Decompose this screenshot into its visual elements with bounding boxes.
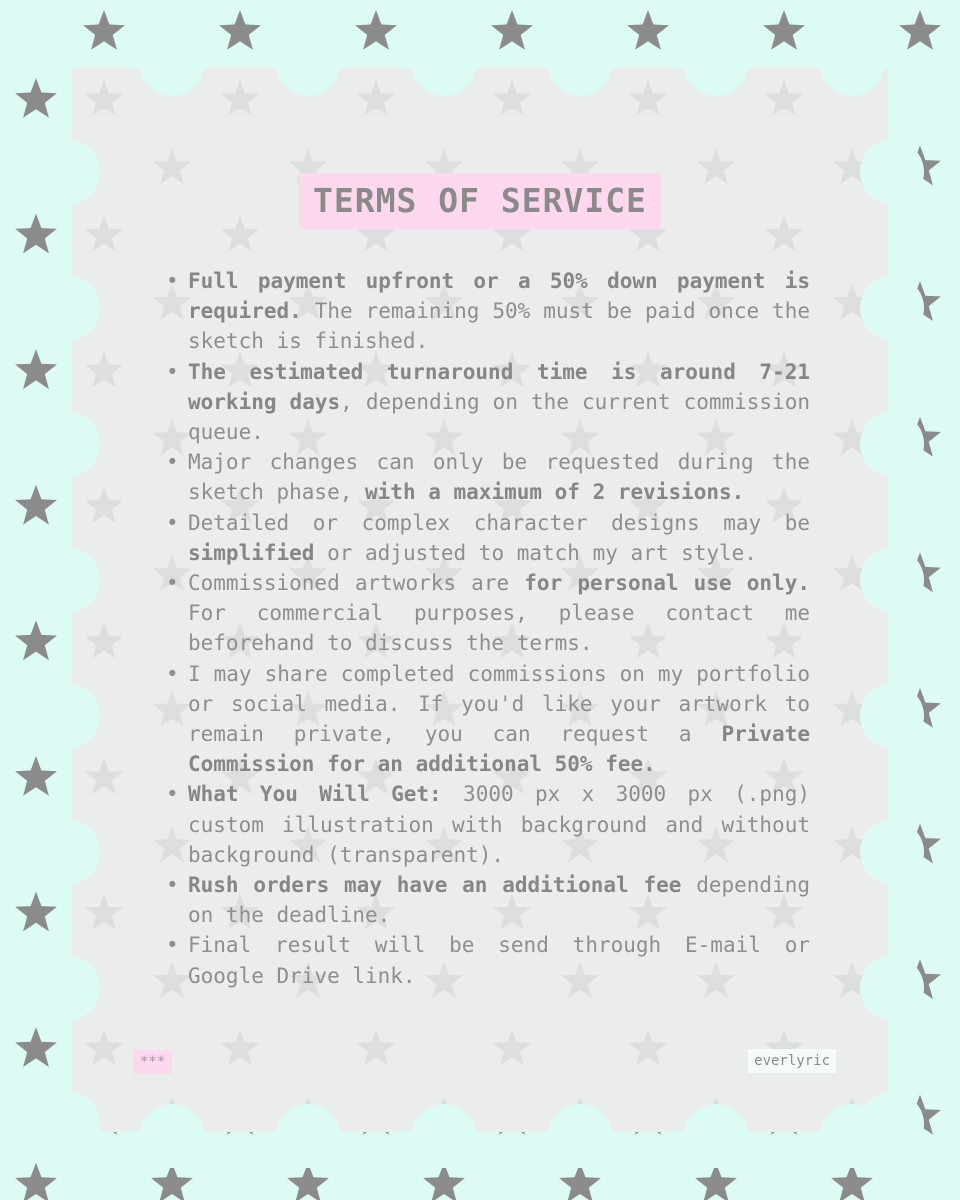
star-icon [15, 892, 57, 932]
star-icon [151, 1163, 193, 1200]
term-text: Final result will be send through E-mail or Google Drive link. [188, 933, 810, 988]
stamp-perforation [36, 820, 100, 884]
star-icon [15, 485, 57, 525]
star-icon [85, 351, 123, 387]
term-text: or adjusted to match my art style. [314, 540, 757, 565]
stamp-perforation [860, 820, 924, 884]
bullet-icon: • [166, 661, 179, 686]
star-icon [85, 80, 123, 116]
stamp-perforation [860, 548, 924, 612]
list-item [166, 930, 810, 990]
term-text: , depending on the current commission queue. [188, 389, 811, 445]
signature-tag: everlyric [748, 1049, 836, 1073]
term-bold-text: with a maximum of 2 revisions. [365, 480, 745, 505]
star-icon [15, 214, 57, 254]
star-icon [629, 80, 667, 116]
stamp-perforation [36, 956, 100, 1020]
term-bold-text: simplified [188, 540, 315, 565]
star-icon [831, 1163, 873, 1200]
list-item [166, 659, 810, 780]
stamp-perforation [820, 32, 884, 96]
stamp-perforation [684, 1104, 748, 1168]
star-icon [221, 80, 259, 116]
list-item [166, 568, 810, 659]
star-icon [83, 10, 125, 50]
bullet-icon: • [166, 571, 179, 596]
star-icon [85, 1029, 123, 1065]
star-icon [15, 1163, 57, 1200]
star-icon [493, 80, 531, 116]
list-item [166, 357, 811, 448]
term-text: I may share completed commissions on my portfolio or social media. If you'd like your artwork to remain private, you can request a [188, 661, 810, 747]
terms-list [166, 266, 811, 991]
page-title: TERMS OF SERVICE [299, 173, 661, 229]
stamp-perforation [36, 412, 100, 476]
bullet-icon: • [166, 933, 179, 958]
stamp-perforation [140, 32, 204, 96]
star-icon [559, 1163, 601, 1200]
star-icon [423, 1163, 465, 1200]
term-bold-text: Full payment upfront or a 50% down payment is required. [188, 269, 810, 324]
term-text: 3000 px x 3000 px (.png) custom illustration with background and without background (transparent). [188, 782, 811, 867]
star-icon [629, 1029, 667, 1065]
star-icon [765, 80, 803, 116]
bullet-icon: • [166, 782, 179, 807]
star-icon [85, 622, 123, 658]
stamp-perforation [276, 1104, 340, 1168]
star-icon [763, 10, 805, 50]
list-item [166, 508, 810, 568]
stamp-perforation [36, 1092, 100, 1156]
star-icon [357, 1029, 395, 1065]
star-icon [85, 758, 123, 794]
bullet-icon: • [166, 510, 179, 535]
star-icon [85, 487, 123, 523]
stamp-perforation [36, 548, 100, 612]
star-icon [355, 10, 397, 50]
decorative-tag: *** [133, 1050, 172, 1074]
star-icon [15, 620, 57, 660]
term-bold-text: Private Commission for an additional 50% fee. [188, 722, 810, 777]
list-item [166, 870, 810, 930]
list-item [166, 447, 810, 507]
star-icon [357, 80, 395, 116]
bullet-icon: • [166, 450, 179, 475]
stamp-perforation [548, 32, 612, 96]
term-text: Major changes can only be requested during the sketch phase, [188, 450, 810, 505]
stamp-perforation [36, 276, 100, 340]
stamp-perforation [548, 1104, 612, 1168]
stamp-perforation [860, 412, 924, 476]
star-icon [221, 1029, 259, 1065]
star-icon [287, 1163, 329, 1200]
term-bold-text: Rush orders may have an additional fee [188, 873, 682, 898]
term-text: Detailed or complex character designs may be [188, 510, 810, 535]
bullet-icon: • [166, 873, 179, 898]
stamp-perforation [860, 1092, 924, 1156]
bullet-icon: • [166, 359, 179, 384]
stamp-perforation [276, 32, 340, 96]
term-text: Commissioned artworks are [188, 571, 525, 596]
star-icon [15, 756, 57, 796]
star-icon [695, 1163, 737, 1200]
term-bold-text: for personal use only. [524, 571, 810, 596]
bullet-icon: • [166, 269, 179, 293]
stamp-perforation [684, 32, 748, 96]
stamp-perforation [412, 1104, 476, 1168]
star-icon [627, 10, 669, 50]
star-icon [85, 894, 123, 930]
list-item [166, 779, 811, 870]
star-icon [219, 10, 261, 50]
term-text: For commercial purposes, please contact me beforehand to discuss the terms. [188, 601, 810, 656]
stamp-perforation [36, 684, 100, 748]
star-icon [153, 690, 191, 726]
star-icon [153, 826, 191, 862]
star-icon [493, 1029, 531, 1065]
term-bold-text: The estimated turnaround time is around 7-21 working days [188, 359, 810, 414]
star-icon [15, 349, 57, 389]
list-item [166, 266, 810, 357]
stamp-perforation [140, 1104, 204, 1168]
star-icon [15, 78, 57, 118]
star-icon [153, 962, 191, 998]
star-icon [899, 10, 941, 50]
stamp-card [72, 68, 888, 1132]
stamp-perforation [860, 956, 924, 1020]
term-bold-text: What You Will Get: [188, 782, 442, 807]
star-icon [491, 10, 533, 50]
star-icon [15, 1027, 57, 1067]
stamp-perforation [860, 276, 924, 340]
stamp-perforation [860, 684, 924, 748]
term-text: depending on the deadline. [188, 873, 810, 928]
term-text: The remaining 50% must be paid once the sketch is finished. [188, 299, 810, 354]
stamp-perforation [412, 32, 476, 96]
